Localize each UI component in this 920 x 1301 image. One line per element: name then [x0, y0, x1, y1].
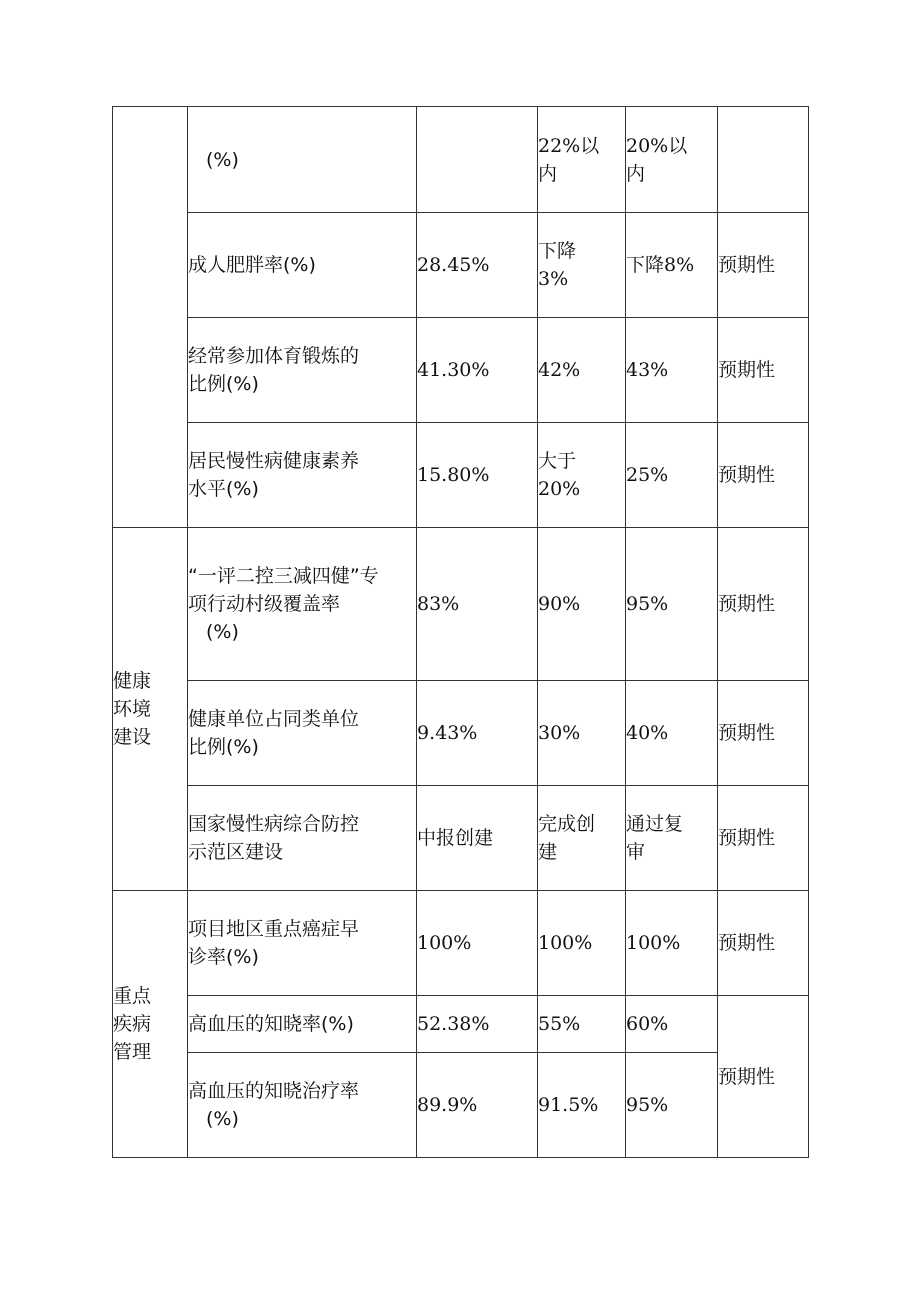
indicator-name: 居民慢性病健康素养 水平(%) [188, 423, 417, 528]
target-2025: 95% [626, 528, 718, 681]
baseline-value: 100% [417, 891, 538, 996]
indicator-name: 高血压的知晓率(%) [188, 996, 417, 1053]
target-2025: 20%以 内 [626, 107, 718, 213]
target-2025: 43% [626, 318, 718, 423]
indicator-type: 预期性 [718, 318, 809, 423]
target-2020: 90% [538, 528, 626, 681]
baseline-value: 83% [417, 528, 538, 681]
indicator-type: 预期性 [718, 528, 809, 681]
baseline-value: 89.9% [417, 1053, 538, 1158]
indicator-name: 健康单位占同类单位 比例(%) [188, 681, 417, 786]
target-2020: 30% [538, 681, 626, 786]
baseline-value: 中报创建 [417, 786, 538, 891]
indicator-name: 成人肥胖率(%) [188, 213, 417, 318]
indicator-name: 项目地区重点癌症早 诊率(%) [188, 891, 417, 996]
target-2020: 22%以 内 [538, 107, 626, 213]
target-2020: 100% [538, 891, 626, 996]
table-row [113, 107, 809, 213]
table-row [113, 528, 809, 681]
baseline-value [417, 107, 538, 213]
category-cell: 健康 环境 建设 [113, 528, 188, 891]
indicator-type: 预期性 [718, 786, 809, 891]
target-2020: 42% [538, 318, 626, 423]
baseline-value: 52.38% [417, 996, 538, 1053]
baseline-value: 41.30% [417, 318, 538, 423]
indicator-type [718, 107, 809, 213]
indicator-type: 预期性 [718, 891, 809, 996]
table-row [113, 318, 809, 423]
indicator-type: 预期性 [718, 996, 809, 1158]
baseline-value: 28.45% [417, 213, 538, 318]
baseline-value: 15.80% [417, 423, 538, 528]
indicator-type: 预期性 [718, 213, 809, 318]
indicator-name: (%) [188, 107, 417, 213]
category-cell [113, 107, 188, 528]
target-2025: 下降8% [626, 213, 718, 318]
target-2020: 91.5% [538, 1053, 626, 1158]
target-2025: 40% [626, 681, 718, 786]
table-row [113, 423, 809, 528]
category-cell: 重点 疾病 管理 [113, 891, 188, 1158]
indicator-name: 经常参加体育锻炼的 比例(%) [188, 318, 417, 423]
target-2020: 55% [538, 996, 626, 1053]
baseline-value: 9.43% [417, 681, 538, 786]
target-2025: 通过复 审 [626, 786, 718, 891]
indicator-name: “一评二控三减四健”专 项行动村级覆盖率 (%) [188, 528, 417, 681]
target-2025: 95% [626, 1053, 718, 1158]
target-2020: 大于 20% [538, 423, 626, 528]
table-row [113, 786, 809, 891]
indicator-type: 预期性 [718, 681, 809, 786]
indicator-table [112, 106, 809, 1158]
target-2020: 下降 3% [538, 213, 626, 318]
indicator-name: 国家慢性病综合防控 示范区建设 [188, 786, 417, 891]
target-2025: 60% [626, 996, 718, 1053]
target-2020: 完成创 建 [538, 786, 626, 891]
table-row [113, 1053, 809, 1158]
table-row [113, 213, 809, 318]
table-row [113, 996, 809, 1053]
target-2025: 25% [626, 423, 718, 528]
table-row [113, 681, 809, 786]
indicator-type: 预期性 [718, 423, 809, 528]
table-row [113, 891, 809, 996]
indicator-name: 高血压的知晓治疗率 (%) [188, 1053, 417, 1158]
target-2025: 100% [626, 891, 718, 996]
